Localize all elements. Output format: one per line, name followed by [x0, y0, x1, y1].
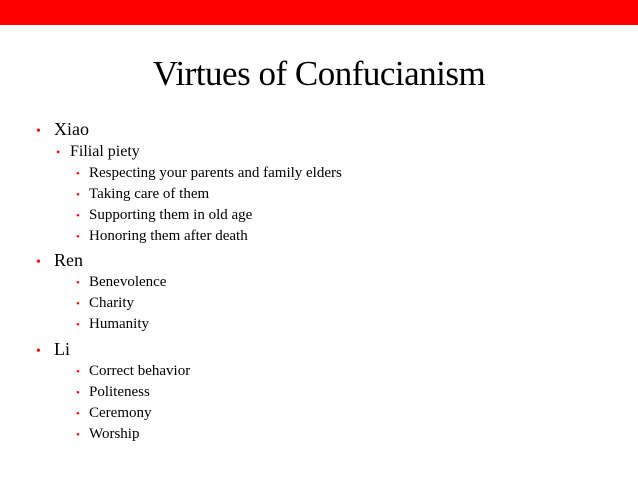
bullet-dot-icon: •	[36, 124, 41, 139]
list-item	[76, 227, 248, 247]
bullet-label: Li	[54, 339, 70, 359]
bullet-dot-icon: •	[36, 255, 41, 270]
list-item-text: Correct behavior	[89, 363, 191, 379]
sub-bullet-label: Filial piety	[70, 143, 140, 160]
bullet-li	[36, 338, 70, 363]
bullet-dot-icon: •	[76, 298, 80, 310]
list-item-text: Benevolence	[89, 274, 167, 290]
bullet-dot-icon: •	[76, 231, 80, 243]
list-item	[76, 164, 342, 184]
bullet-dot-icon: •	[76, 408, 80, 420]
list-item-text: Taking care of them	[89, 186, 210, 202]
list-item	[76, 206, 252, 226]
list-item-text: Supporting them in old age	[89, 207, 253, 223]
list-item-text: Worship	[89, 426, 140, 442]
bullet-xiao	[36, 118, 89, 143]
bullet-ren	[36, 249, 83, 274]
list-item-text: Humanity	[89, 316, 149, 332]
list-item-text: Charity	[89, 295, 134, 311]
bullet-dot-icon: •	[76, 429, 80, 441]
list-item	[76, 425, 139, 445]
bullet-dot-icon: •	[76, 210, 80, 222]
bullet-dot-icon: •	[76, 387, 80, 399]
list-item-text: Politeness	[89, 384, 150, 400]
bullet-label: Ren	[54, 250, 83, 270]
list-item	[76, 185, 209, 205]
bullet-dot-icon: •	[36, 344, 41, 359]
bullet-dot-icon: •	[56, 145, 61, 159]
bullet-dot-icon: •	[76, 319, 80, 331]
slide-title: Virtues of Confucianism	[152, 54, 486, 93]
list-item	[76, 273, 166, 293]
bullet-dot-icon: •	[76, 168, 80, 180]
bullet-dot-icon: •	[76, 189, 80, 201]
top-accent-bar	[0, 0, 638, 25]
list-item	[76, 294, 134, 314]
list-item	[76, 383, 150, 403]
list-item	[76, 362, 190, 382]
list-item-text: Ceremony	[89, 405, 152, 421]
sub-bullet-filial-piety	[56, 142, 140, 162]
list-item-text: Honoring them after death	[89, 228, 248, 244]
list-item-text: Respecting your parents and family elders	[89, 165, 342, 181]
list-item	[76, 315, 149, 335]
bullet-label: Xiao	[54, 119, 89, 139]
bullet-dot-icon: •	[76, 277, 80, 289]
list-item	[76, 404, 151, 424]
bullet-dot-icon: •	[76, 366, 80, 378]
